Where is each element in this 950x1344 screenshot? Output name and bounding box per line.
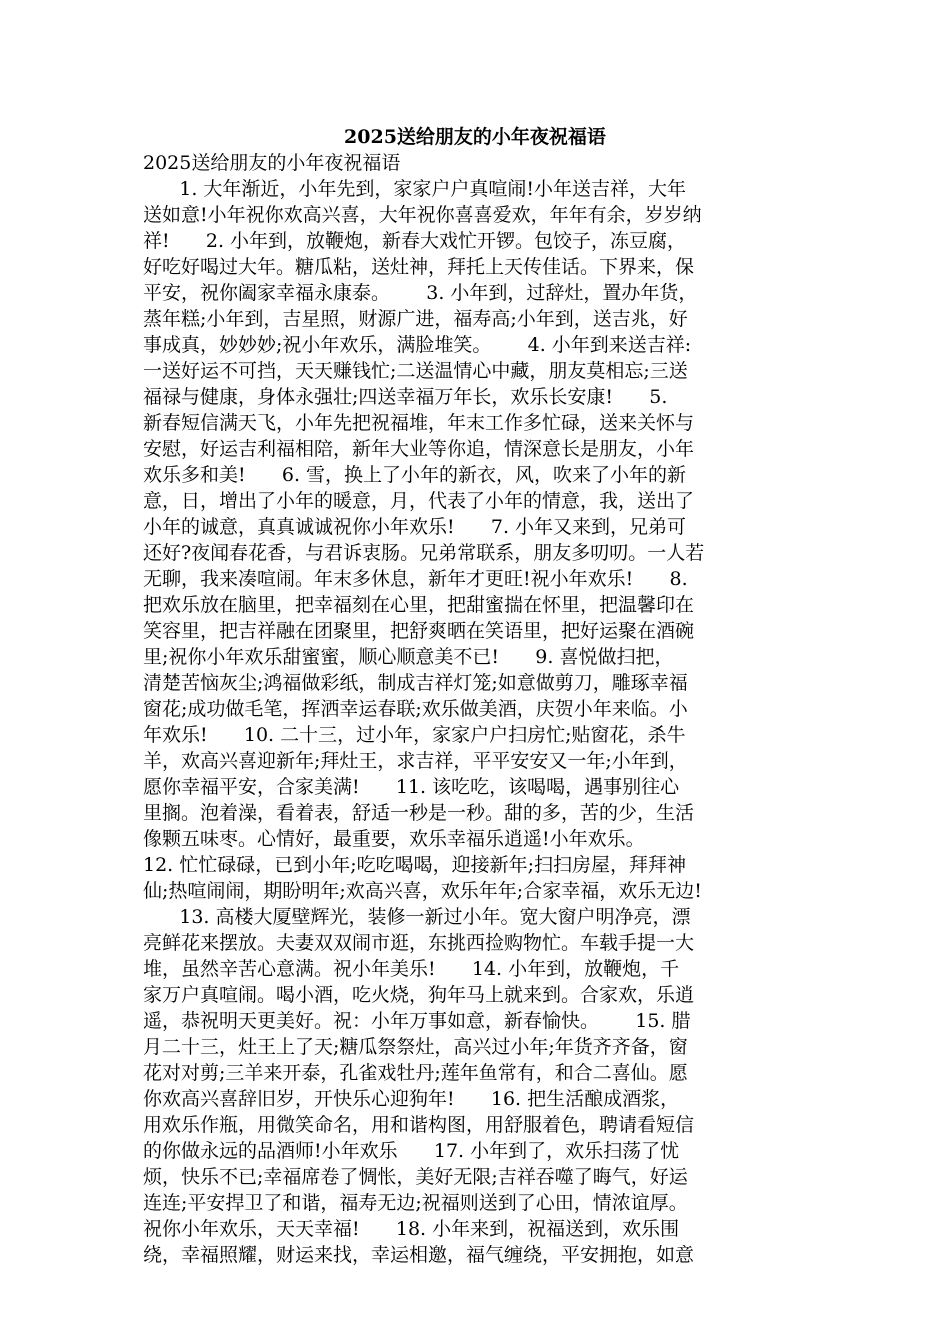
body-line: 仙;热喧闹闹，期盼明年;欢高兴喜，欢乐年年;合家幸福，欢乐无边! — [143, 880, 702, 902]
body-line: 清楚苦恼灰尘;鸿福做彩纸，制成吉祥灯笼;如意做剪刀，雕琢幸福 — [143, 672, 688, 694]
body-line: 事成真，妙妙妙;祝小年欢乐，满脸堆笑。 4. 小年到来送吉祥: — [143, 334, 692, 356]
body-line: 把欢乐放在脑里，把幸福刻在心里，把甜蜜揣在怀里，把温馨印在 — [143, 594, 695, 616]
body-line: 还好?夜闻春花香，与君诉衷肠。兄弟常联系，朋友多叨叨。一人若 — [143, 542, 705, 564]
body-line: 像颗五味枣。心情好，最重要，欢乐幸福乐逍遥!小年欢乐。 — [143, 828, 645, 850]
body-line: 绕，幸福照耀，财运来找，幸运相邀，福气缠绕，平安拥抱，如意 — [143, 1244, 695, 1266]
body-line: 愿你幸福平安，合家美满! 11. 该吃吃，该喝喝，遇事别往心 — [143, 776, 680, 798]
body-line: 12. 忙忙碌碌，已到小年;吃吃喝喝，迎接新年;扫扫房屋，拜拜神 — [143, 854, 687, 876]
body-line: 你欢高兴喜辞旧岁，开快乐心迎狗年! 16. 把生活酿成酒浆， — [143, 1088, 680, 1110]
body-line: 意，日，增出了小年的暖意，月，代表了小年的情意，我，送出了 — [143, 490, 695, 512]
body-line: 送如意!小年祝你欢高兴喜，大年祝你喜喜爱欢，年年有余，岁岁纳 — [143, 204, 702, 226]
body-line: 福禄与健康，身体永强壮;四送幸福万年长，欢乐长安康! 5. — [143, 386, 668, 408]
body-line: 遥，恭祝明天更美好。祝：小年万事如意，新春愉快。 15. 腊 — [143, 1010, 691, 1032]
body-line: 好吃好喝过大年。糖瓜粘，送灶神，拜托上天传佳话。下界来，保 — [143, 256, 695, 278]
body-line: 年欢乐! 10. 二十三，过小年，家家户户扫房忙;贴窗花，杀牛 — [143, 724, 686, 746]
body-line: 祝你小年欢乐，天天幸福! 18. 小年来到，祝福送到，欢乐围 — [143, 1218, 680, 1240]
body-line: 1. 大年渐近，小年先到，家家户户真喧闹!小年送吉祥，大年 — [143, 178, 687, 200]
body-line: 笑容里，把吉祥融在团聚里，把舒爽晒在笑语里，把好运聚在酒碗 — [143, 620, 695, 642]
body-line: 亮鲜花来摆放。夫妻双双闹市逛，东挑西捡购物忙。车载手提一大 — [143, 932, 695, 954]
body-line: 欢乐多和美! 6. 雪，换上了小年的新衣，风，吹来了小年的新 — [143, 464, 687, 486]
body-line: 蒸年糕;小年到，吉星照，财源广进，福寿高;小年到，送吉兆，好 — [143, 308, 688, 330]
body-line: 用欢乐作瓶，用微笑命名，用和谐构图，用舒服着色，聘请看短信 — [143, 1114, 695, 1136]
body-line: 一送好运不可挡，天天赚钱忙;二送温情心中藏，朋友莫相忘;三送 — [143, 360, 688, 382]
body-line: 小年的诚意，真真诚诚祝你小年欢乐! 7. 小年又来到，兄弟可 — [143, 516, 687, 538]
body-line: 里;祝你小年欢乐甜蜜蜜，顺心顺意美不已! 9. 喜悦做扫把， — [143, 646, 674, 668]
body-line: 的你做永远的品酒师!小年欢乐 17. 小年到了，欢乐扫荡了忧 — [143, 1140, 680, 1162]
body-line: 家万户真喧闹。喝小酒，吃火烧，狗年马上就来到。合家欢，乐逍 — [143, 984, 695, 1006]
body-line: 月二十三，灶王上了天;糖瓜祭祭灶，高兴过小年;年货齐齐备，窗 — [143, 1036, 688, 1058]
document-subtitle: 2025送给朋友的小年夜祝福语 — [143, 152, 401, 174]
body-line: 13. 高楼大厦壁辉光，装修一新过小年。宽大窗户明净亮，漂 — [143, 906, 691, 928]
body-line: 羊，欢高兴喜迎新年;拜灶王，求吉祥，平平安安又一年;小年到， — [143, 750, 688, 772]
body-line: 连连;平安捍卫了和谐，福寿无边;祝福则送到了心田，情浓谊厚。 — [143, 1192, 688, 1214]
body-line: 安慰，好运吉利福相陪，新年大业等你追，情深意长是朋友，小年 — [143, 438, 695, 460]
body-line: 无聊，我来凑喧闹。年末多休息，新年才更旺!祝小年欢乐! 8. — [143, 568, 688, 590]
body-line: 祥! 2. 小年到，放鞭炮，新春大戏忙开锣。包饺子，冻豆腐， — [143, 230, 687, 252]
body-line: 新春短信满天飞，小年先把祝福堆，年末工作多忙碌，送来关怀与 — [143, 412, 695, 434]
document-body — [143, 176, 823, 1268]
body-line: 平安，祝你阖家幸福永康泰。 3. 小年到，过辞灶，置办年货， — [143, 282, 698, 304]
body-line: 里搁。泡着澡，看着表，舒适一秒是一秒。甜的多，苦的少，生活 — [143, 802, 695, 824]
body-line: 花对对剪;三羊来开泰，孔雀戏牡丹;莲年鱼常有，和合二喜仙。愿 — [143, 1062, 688, 1084]
body-line: 烦，快乐不已;幸福席卷了惆怅，美好无限;吉祥吞噬了晦气，好运 — [143, 1166, 688, 1188]
body-line: 窗花;成功做毛笔，挥洒幸运春联;欢乐做美酒，庆贺小年来临。小 — [143, 698, 688, 720]
body-line: 堆，虽然辛苦心意满。祝小年美乐! 14. 小年到，放鞭炮，千 — [143, 958, 680, 980]
document-title: 2025送给朋友的小年夜祝福语 — [344, 126, 606, 148]
